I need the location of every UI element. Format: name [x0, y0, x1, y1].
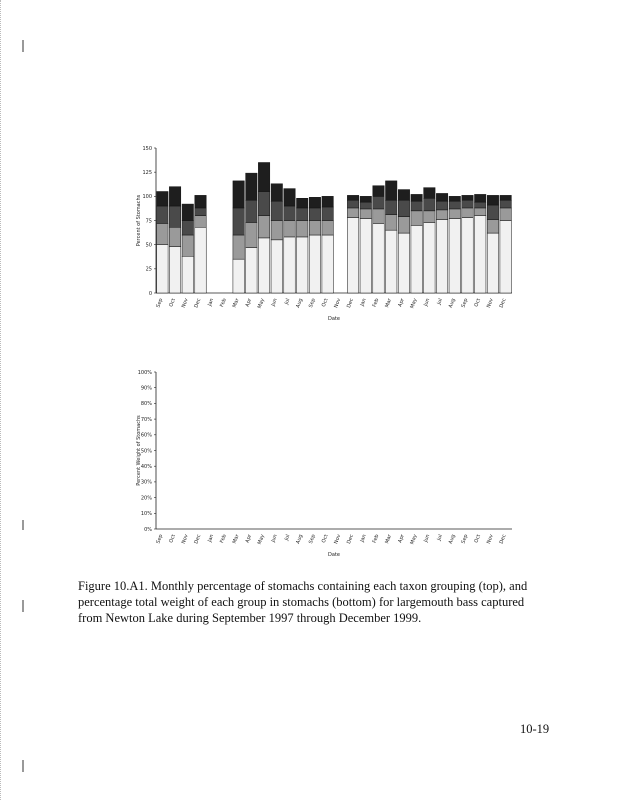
x-tick-label: Dec: [345, 533, 355, 545]
x-tick-label: Jul: [283, 297, 292, 306]
y-tick-label: 100%: [137, 369, 152, 376]
x-tick-label: Nov: [333, 297, 343, 309]
x-tick-label: Nov: [333, 533, 343, 545]
x-tick-label: Dec: [498, 297, 508, 309]
x-tick-label: Apr: [244, 533, 254, 544]
x-tick-label: Sep: [460, 297, 470, 309]
x-tick-label: Jan: [206, 533, 216, 543]
x-tick-label: Dec: [498, 533, 508, 545]
x-tick-label: Feb: [219, 533, 228, 545]
y-tick-label: 60%: [140, 432, 152, 439]
x-tick-label: Jan: [206, 297, 216, 307]
x-tick-label: Mar: [231, 297, 241, 309]
x-tick-label: Dec: [193, 297, 203, 309]
figure-caption: Figure 10.A1. Monthly percentage of stomachs containing each taxon grouping (top), and percentage total weight of each group in stomachs (bottom) for largemouth bass captured from Newton Lake during September 1997 through December 1999.: [78, 579, 528, 625]
x-tick-label: Aug: [447, 297, 457, 309]
x-tick-label: Jun: [270, 533, 279, 544]
x-tick-label: Mar: [231, 533, 241, 545]
y-tick-label: 75: [145, 218, 152, 225]
x-tick-label: Oct: [168, 297, 177, 308]
x-tick-label: Feb: [219, 297, 228, 309]
x-tick-label: Jun: [422, 297, 432, 308]
y-tick-label: 80%: [140, 401, 152, 408]
y-tick-label: 40%: [140, 464, 152, 470]
scan-mark: [22, 760, 24, 772]
y-tick-label: 50: [145, 242, 152, 249]
y-tick-label: 0: [148, 290, 152, 297]
x-tick-label: Nov: [485, 533, 495, 545]
y-axis-title: Percent of Stomachs: [136, 194, 142, 247]
x-tick-label: Nov: [180, 297, 190, 309]
y-tick-label: 50%: [140, 448, 152, 455]
y-tick-label: 30%: [140, 479, 152, 486]
x-tick-label: May: [409, 533, 419, 546]
y-tick-label: 20%: [140, 495, 152, 502]
x-tick-label: Apr: [397, 297, 406, 308]
y-tick-label: 0%: [144, 526, 152, 533]
x-tick-label: Nov: [180, 533, 190, 545]
y-tick-label: 70%: [140, 416, 152, 423]
x-tick-label: Nov: [485, 297, 495, 309]
y-tick-label: 100: [142, 194, 152, 201]
x-tick-label: Oct: [473, 297, 483, 308]
x-tick-label: Apr: [397, 533, 406, 544]
x-tick-label: Aug: [447, 533, 457, 545]
x-tick-label: Mar: [384, 533, 394, 545]
x-tick-label: May: [409, 297, 419, 310]
x-tick-label: May: [256, 533, 266, 546]
scan-mark: [22, 600, 24, 612]
x-tick-label: Dec: [345, 297, 355, 309]
y-tick-label: 125: [142, 169, 152, 176]
x-tick-label: Jan: [359, 297, 368, 307]
x-tick-label: Sep: [307, 297, 317, 309]
x-tick-label: Sep: [307, 533, 317, 545]
x-axis-title: Date: [328, 552, 340, 558]
y-tick-label: 25: [145, 266, 152, 273]
x-tick-label: Jun: [422, 533, 432, 544]
x-tick-label: Feb: [371, 297, 381, 309]
x-tick-label: May: [256, 297, 266, 310]
x-tick-label: Aug: [295, 297, 305, 309]
x-tick-label: Apr: [244, 297, 254, 308]
y-tick-label: 10%: [140, 511, 152, 518]
x-tick-label: Jun: [270, 297, 279, 308]
x-axis-title: Date: [328, 316, 340, 322]
x-tick-label: Sep: [155, 297, 165, 309]
x-tick-label: Feb: [371, 533, 381, 545]
x-tick-label: Jul: [436, 297, 444, 306]
x-tick-label: Dec: [193, 533, 203, 545]
y-axis-title: Percent Weight of Stomachs: [136, 415, 142, 486]
x-tick-label: Jul: [283, 533, 292, 542]
x-tick-label: Mar: [384, 297, 394, 309]
x-tick-label: Sep: [155, 533, 165, 545]
x-tick-label: Sep: [460, 533, 470, 545]
x-tick-label: Aug: [295, 533, 305, 545]
y-tick-label: 90%: [140, 385, 152, 392]
x-tick-label: Oct: [320, 533, 330, 544]
x-tick-label: Jul: [436, 533, 444, 542]
x-tick-label: Oct: [320, 297, 330, 308]
y-tick-label: 150: [142, 145, 152, 152]
x-tick-label: Jan: [359, 533, 368, 543]
x-tick-label: Oct: [168, 533, 177, 544]
x-tick-label: Oct: [473, 533, 483, 544]
page-number: 10-19: [520, 722, 550, 736]
